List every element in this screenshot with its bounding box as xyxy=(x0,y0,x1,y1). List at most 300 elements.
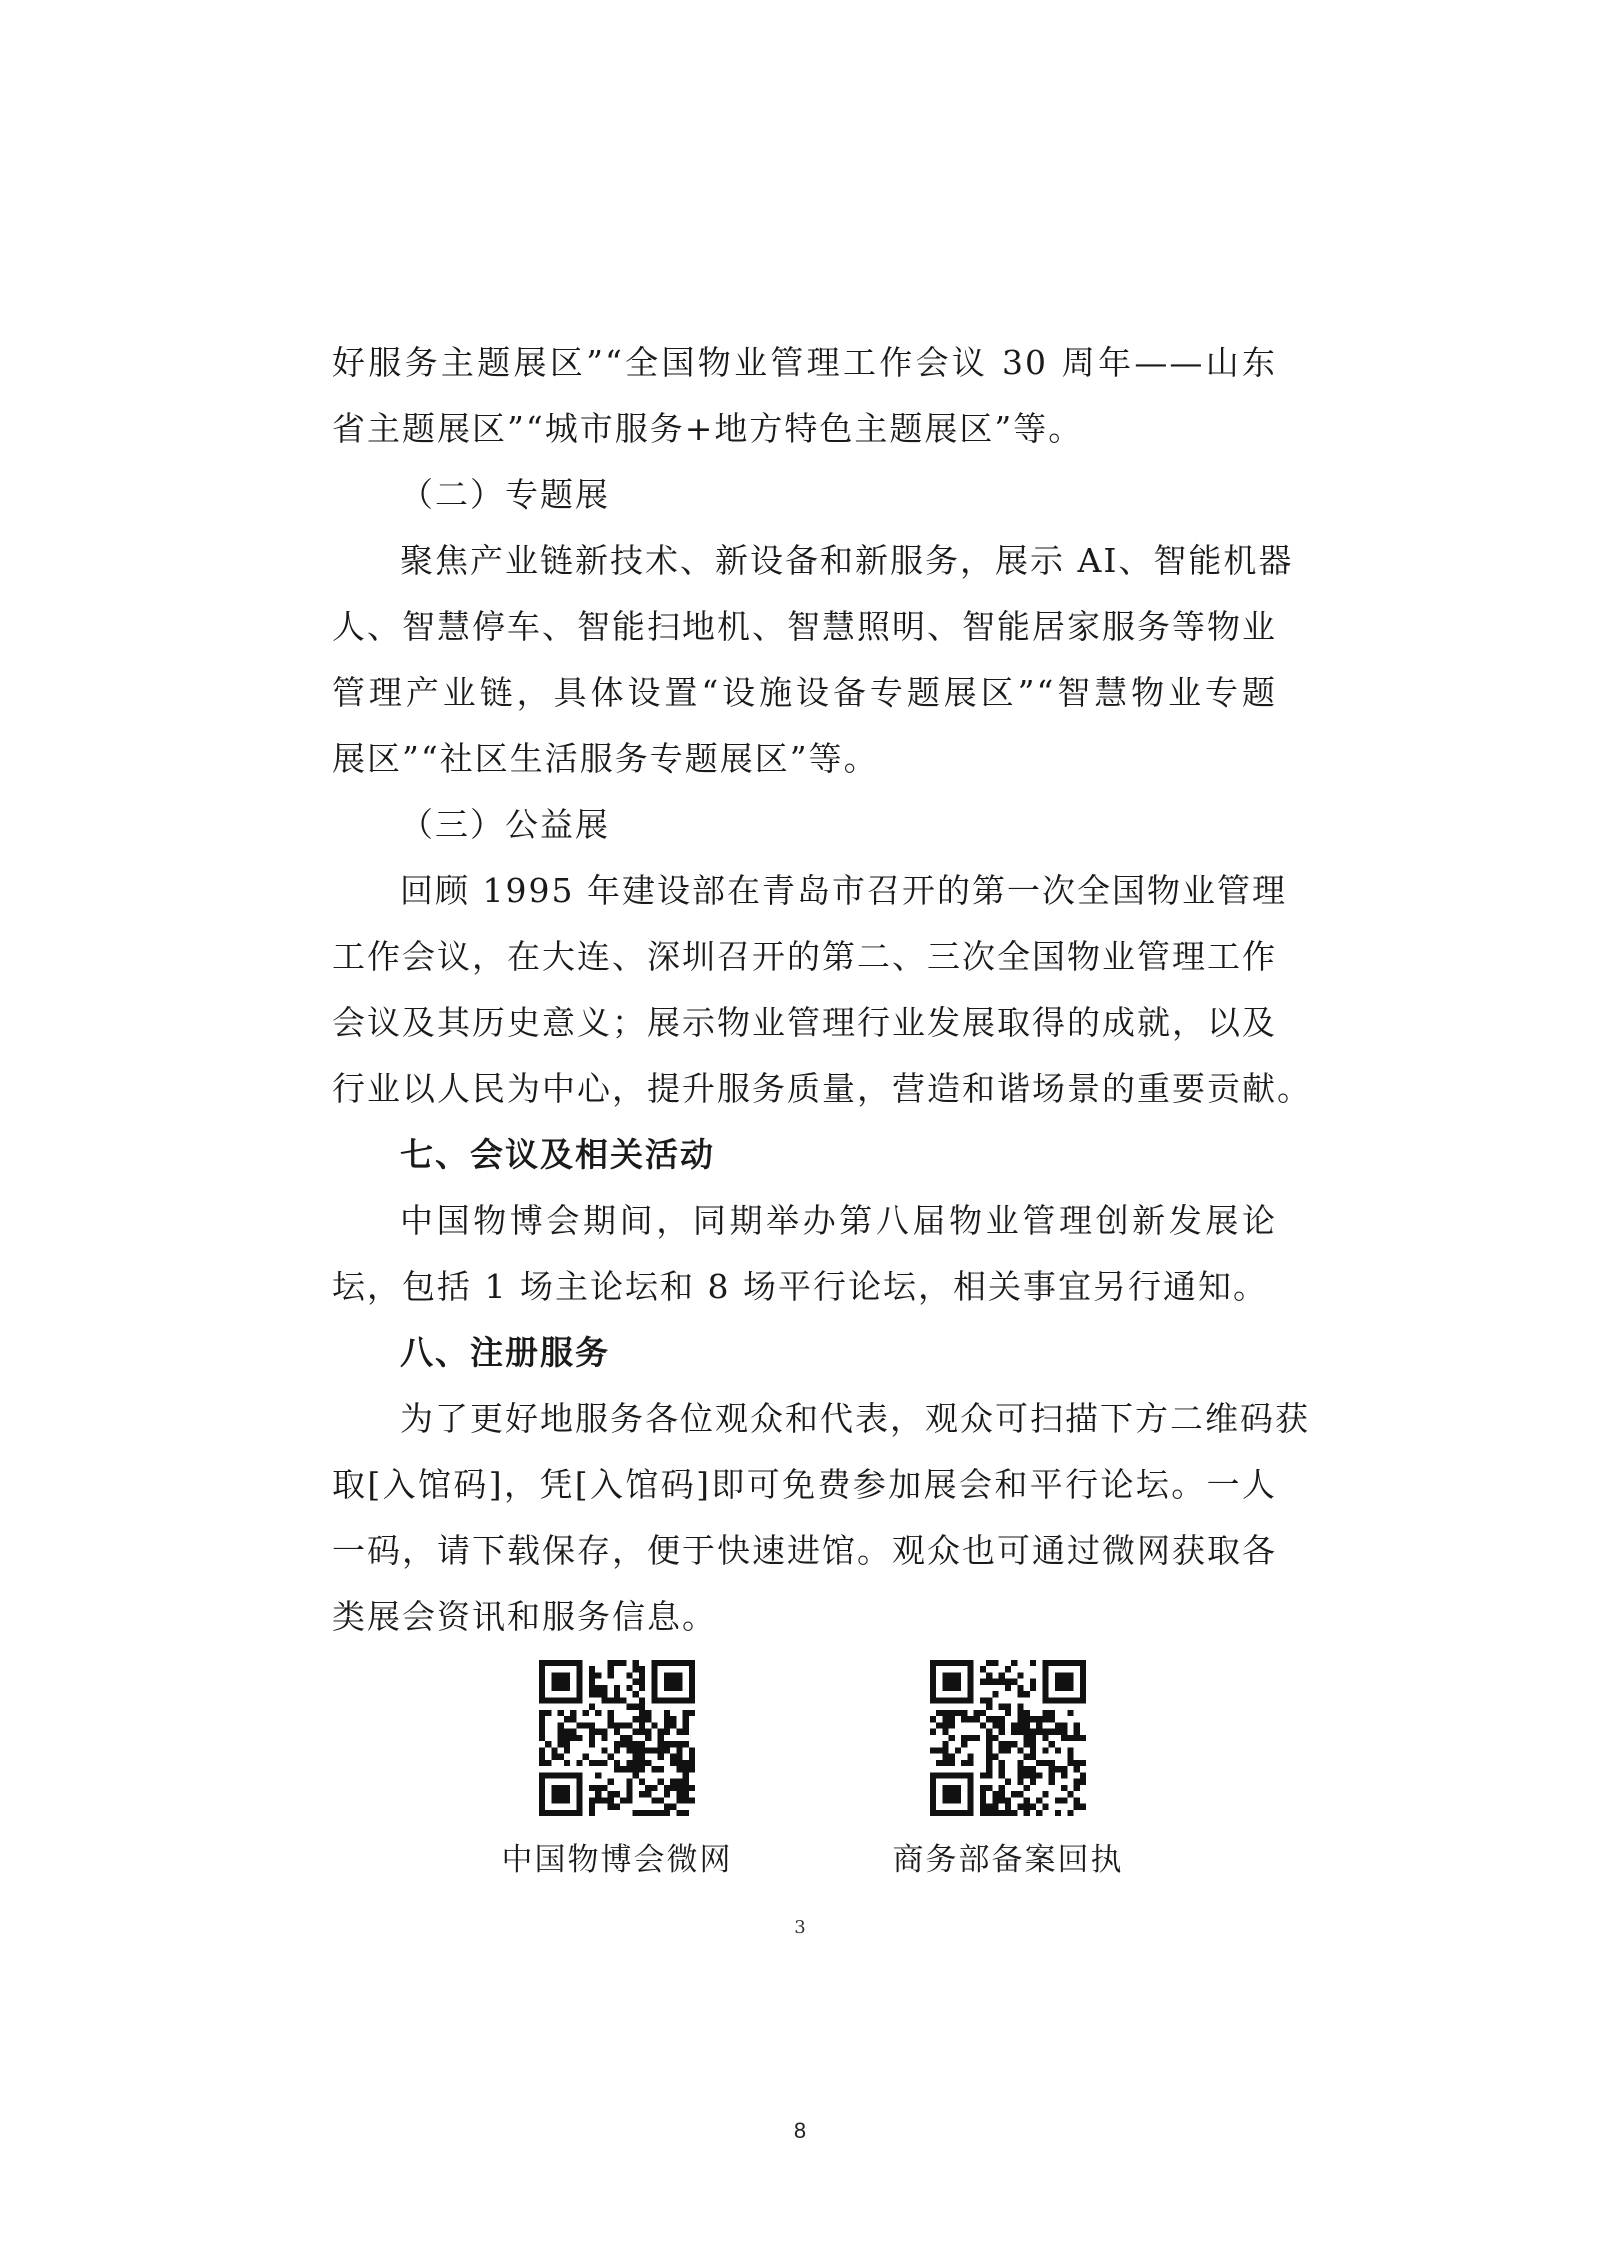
qr-module xyxy=(651,1691,657,1697)
qr-module xyxy=(949,1810,955,1816)
qr-code-row xyxy=(0,1660,1600,1890)
qr-module xyxy=(1067,1735,1073,1741)
qr-module xyxy=(1067,1660,1073,1666)
qr-module xyxy=(651,1722,657,1728)
qr-module xyxy=(589,1685,595,1691)
qr-module xyxy=(967,1791,973,1797)
qr-module xyxy=(558,1741,564,1747)
qr-module xyxy=(1067,1710,1073,1716)
qr-module xyxy=(608,1660,614,1666)
text-line: 好服务主题展区”“全国物业管理工作会议 30 周年——山东 xyxy=(332,343,1277,382)
qr-module xyxy=(1067,1760,1073,1766)
qr-module xyxy=(1030,1766,1036,1772)
qr-module xyxy=(539,1760,545,1766)
qr-module xyxy=(670,1685,676,1691)
qr-module xyxy=(1042,1710,1048,1716)
qr-module xyxy=(936,1810,942,1816)
qr-module xyxy=(1061,1735,1067,1741)
qr-module xyxy=(942,1810,948,1816)
qr-module xyxy=(576,1791,582,1797)
qr-module xyxy=(539,1729,545,1735)
qr-module xyxy=(614,1685,620,1691)
qr-module xyxy=(999,1797,1005,1803)
qr-module xyxy=(930,1729,936,1735)
qr-module xyxy=(1067,1791,1073,1797)
qr-module xyxy=(664,1660,670,1666)
qr-module xyxy=(961,1735,967,1741)
document-body xyxy=(332,330,1312,1650)
qr-module xyxy=(658,1741,664,1747)
qr-module xyxy=(949,1760,955,1766)
qr-module xyxy=(986,1785,992,1791)
qr-module xyxy=(942,1797,948,1803)
qr-module xyxy=(676,1785,682,1791)
qr-module xyxy=(683,1810,689,1816)
qr-module xyxy=(1042,1660,1048,1666)
qr-module xyxy=(1017,1772,1023,1778)
qr-module xyxy=(1030,1735,1036,1741)
text-line: 取[入馆码]，凭[入馆码]即可免费参加展会和平行论坛。一人 xyxy=(332,1465,1277,1504)
text-line: 工作会议，在大连、深圳召开的第二、三次全国物业管理工作 xyxy=(332,937,1277,976)
qr-module xyxy=(683,1797,689,1803)
qr-module xyxy=(608,1804,614,1810)
qr-module xyxy=(961,1772,967,1778)
qr-module xyxy=(949,1660,955,1666)
qr-module xyxy=(639,1766,645,1772)
qr-module xyxy=(949,1679,955,1685)
qr-module xyxy=(955,1747,961,1753)
qr-module xyxy=(949,1716,955,1722)
qr-module xyxy=(539,1666,545,1672)
qr-module xyxy=(1067,1754,1073,1760)
qr-module xyxy=(1080,1735,1086,1741)
qr-module xyxy=(608,1697,614,1703)
qr-module xyxy=(651,1766,657,1772)
qr-module xyxy=(639,1791,645,1797)
qr-module xyxy=(949,1797,955,1803)
qr-module xyxy=(614,1697,620,1703)
qr-module xyxy=(1017,1710,1023,1716)
qr-module xyxy=(930,1791,936,1797)
qr-module xyxy=(1030,1716,1036,1722)
qr-module xyxy=(576,1810,582,1816)
qr-module xyxy=(1030,1779,1036,1785)
qr-module xyxy=(967,1685,973,1691)
qr-module xyxy=(626,1735,632,1741)
qr-module xyxy=(645,1716,651,1722)
qr-module xyxy=(576,1666,582,1672)
qr-module xyxy=(614,1722,620,1728)
qr-module xyxy=(1049,1660,1055,1666)
qr-module xyxy=(595,1772,601,1778)
qr-module xyxy=(936,1710,942,1716)
qr-module xyxy=(570,1660,576,1666)
qr-module xyxy=(658,1754,664,1760)
qr-module xyxy=(676,1779,682,1785)
qr-module xyxy=(576,1722,582,1728)
qr-code-microsite[interactable] xyxy=(539,1660,695,1816)
qr-module xyxy=(1036,1722,1042,1728)
qr-module xyxy=(570,1716,576,1722)
qr-module xyxy=(992,1810,998,1816)
qr-module xyxy=(589,1729,595,1735)
qr-module xyxy=(980,1697,986,1703)
qr-module xyxy=(949,1791,955,1797)
qr-module xyxy=(1017,1729,1023,1735)
qr-module xyxy=(930,1785,936,1791)
qr-module xyxy=(589,1691,595,1697)
qr-module xyxy=(651,1747,657,1753)
qr-module xyxy=(664,1804,670,1810)
qr-module xyxy=(1017,1704,1023,1710)
qr-module xyxy=(1042,1679,1048,1685)
qr-module xyxy=(664,1685,670,1691)
qr-module xyxy=(558,1697,564,1703)
qr-module xyxy=(651,1697,657,1703)
qr-module xyxy=(955,1785,961,1791)
qr-module xyxy=(1061,1672,1067,1678)
qr-module xyxy=(633,1679,639,1685)
qr-module xyxy=(1017,1791,1023,1797)
qr-module xyxy=(961,1741,967,1747)
qr-module xyxy=(1030,1747,1036,1753)
qr-module xyxy=(1055,1766,1061,1772)
qr-module xyxy=(539,1791,545,1797)
qr-module xyxy=(645,1760,651,1766)
qr-module xyxy=(651,1810,657,1816)
qr-module xyxy=(683,1785,689,1791)
qr-module xyxy=(1024,1810,1030,1816)
qr-module xyxy=(551,1697,557,1703)
qr-module xyxy=(608,1791,614,1797)
qr-module xyxy=(1074,1779,1080,1785)
qr-module xyxy=(986,1754,992,1760)
qr-module xyxy=(1024,1722,1030,1728)
qr-module xyxy=(930,1716,936,1722)
qr-block-registration-receipt xyxy=(888,1660,1128,1879)
qr-module xyxy=(564,1679,570,1685)
qr-module xyxy=(639,1666,645,1672)
qr-module xyxy=(1017,1779,1023,1785)
qr-module xyxy=(930,1666,936,1672)
qr-module xyxy=(967,1679,973,1685)
qr-module xyxy=(539,1804,545,1810)
qr-module xyxy=(999,1716,1005,1722)
qr-module xyxy=(595,1729,601,1735)
qr-module xyxy=(930,1797,936,1803)
qr-module xyxy=(558,1660,564,1666)
text-line: 会议及其历史意义；展示物业管理行业发展取得的成就，以及 xyxy=(332,1003,1277,1042)
qr-module xyxy=(576,1804,582,1810)
qr-module xyxy=(589,1810,595,1816)
qr-module xyxy=(1080,1779,1086,1785)
qr-module xyxy=(1017,1672,1023,1678)
qr-module xyxy=(576,1660,582,1666)
qr-module xyxy=(633,1716,639,1722)
qr-module xyxy=(992,1722,998,1728)
qr-module xyxy=(930,1810,936,1816)
qr-module xyxy=(961,1697,967,1703)
qr-module xyxy=(676,1741,682,1747)
qr-module xyxy=(1074,1766,1080,1772)
qr-module xyxy=(1074,1760,1080,1766)
qr-module xyxy=(614,1760,620,1766)
text-line: 中国物博会期间，同期举办第八届物业管理创新发展论 xyxy=(400,1201,1277,1240)
qr-module xyxy=(620,1660,626,1666)
text-line: 展区”“社区生活服务专题展区”等。 xyxy=(332,739,879,778)
qr-module xyxy=(651,1679,657,1685)
qr-module xyxy=(614,1766,620,1772)
qr-module xyxy=(1055,1722,1061,1728)
qr-module xyxy=(930,1779,936,1785)
qr-module xyxy=(1080,1672,1086,1678)
qr-module xyxy=(1024,1766,1030,1772)
qr-module xyxy=(564,1685,570,1691)
qr-module xyxy=(689,1766,695,1772)
qr-module xyxy=(955,1685,961,1691)
qr-module xyxy=(936,1760,942,1766)
qr-module xyxy=(1080,1679,1086,1685)
qr-module xyxy=(986,1810,992,1816)
qr-module xyxy=(967,1666,973,1672)
qr-module xyxy=(614,1691,620,1697)
qr-module xyxy=(1036,1729,1042,1735)
paragraph-registration xyxy=(332,1386,1310,1650)
qr-module xyxy=(1017,1747,1023,1753)
qr-module xyxy=(949,1785,955,1791)
qr-module xyxy=(942,1760,948,1766)
qr-module xyxy=(1067,1679,1073,1685)
qr-module xyxy=(992,1716,998,1722)
qr-module xyxy=(942,1741,948,1747)
qr-module xyxy=(1067,1810,1073,1816)
qr-module xyxy=(999,1791,1005,1797)
qr-module xyxy=(986,1716,992,1722)
qr-module xyxy=(986,1747,992,1753)
qr-module xyxy=(942,1710,948,1716)
qr-module xyxy=(992,1691,998,1697)
qr-module xyxy=(942,1722,948,1728)
qr-module xyxy=(986,1679,992,1685)
qr-module xyxy=(967,1785,973,1791)
qr-module xyxy=(683,1791,689,1797)
qr-module xyxy=(1011,1660,1017,1666)
qr-module xyxy=(576,1685,582,1691)
qr-module xyxy=(1024,1691,1030,1697)
qr-module xyxy=(539,1754,545,1760)
qr-module xyxy=(936,1772,942,1778)
qr-module xyxy=(980,1810,986,1816)
qr-module xyxy=(1049,1729,1055,1735)
qr-module xyxy=(551,1672,557,1678)
qr-module xyxy=(1042,1716,1048,1722)
qr-module xyxy=(589,1672,595,1678)
qr-module xyxy=(974,1735,980,1741)
qr-code-registration-receipt[interactable] xyxy=(930,1660,1086,1816)
qr-module xyxy=(930,1679,936,1685)
qr-module xyxy=(1080,1666,1086,1672)
qr-module xyxy=(633,1772,639,1778)
qr-module xyxy=(539,1716,545,1722)
qr-module xyxy=(676,1679,682,1685)
qr-module xyxy=(589,1797,595,1803)
qr-module xyxy=(1055,1697,1061,1703)
qr-module xyxy=(999,1722,1005,1728)
qr-module xyxy=(967,1697,973,1703)
qr-module xyxy=(664,1729,670,1735)
qr-module xyxy=(942,1747,948,1753)
qr-module xyxy=(949,1735,955,1741)
qr-module xyxy=(589,1804,595,1810)
text-line: 人、智慧停车、智能扫地机、智慧照明、智能居家服务等物业 xyxy=(332,607,1277,646)
qr-module xyxy=(986,1804,992,1810)
text-line: 回顾 1995 年建设部在青岛市召开的第一次全国物业管理 xyxy=(400,871,1287,910)
qr-module xyxy=(999,1704,1005,1710)
qr-module xyxy=(1011,1791,1017,1797)
qr-module xyxy=(1017,1722,1023,1728)
qr-module xyxy=(1074,1697,1080,1703)
qr-module xyxy=(676,1697,682,1703)
qr-module xyxy=(1061,1797,1067,1803)
qr-module xyxy=(658,1735,664,1741)
qr-module xyxy=(980,1722,986,1728)
qr-module xyxy=(614,1660,620,1666)
qr-module xyxy=(676,1729,682,1735)
qr-module xyxy=(1011,1741,1017,1747)
qr-module xyxy=(589,1704,595,1710)
qr-module xyxy=(1049,1697,1055,1703)
qr-module xyxy=(1074,1804,1080,1810)
qr-module xyxy=(967,1797,973,1803)
qr-module xyxy=(974,1710,980,1716)
qr-module xyxy=(564,1760,570,1766)
qr-module xyxy=(564,1660,570,1666)
qr-module xyxy=(967,1804,973,1810)
qr-module xyxy=(942,1679,948,1685)
qr-module xyxy=(1055,1810,1061,1816)
qr-module xyxy=(689,1797,695,1803)
qr-module xyxy=(1074,1785,1080,1791)
qr-module xyxy=(986,1660,992,1666)
qr-module xyxy=(689,1666,695,1672)
qr-module xyxy=(1055,1679,1061,1685)
qr-module xyxy=(689,1672,695,1678)
qr-module xyxy=(1024,1716,1030,1722)
qr-module xyxy=(595,1691,601,1697)
qr-module xyxy=(967,1660,973,1666)
qr-module xyxy=(564,1785,570,1791)
qr-module xyxy=(1036,1797,1042,1803)
qr-module xyxy=(551,1679,557,1685)
qr-module xyxy=(955,1710,961,1716)
qr-module xyxy=(551,1785,557,1791)
qr-module xyxy=(539,1797,545,1803)
qr-module xyxy=(967,1691,973,1697)
qr-module xyxy=(999,1785,1005,1791)
qr-module xyxy=(1055,1685,1061,1691)
qr-module xyxy=(1061,1722,1067,1728)
qr-module xyxy=(670,1660,676,1666)
qr-module xyxy=(936,1697,942,1703)
qr-module xyxy=(576,1797,582,1803)
qr-module xyxy=(620,1766,626,1772)
qr-module xyxy=(1005,1779,1011,1785)
qr-module xyxy=(1061,1660,1067,1666)
qr-module xyxy=(1080,1697,1086,1703)
qr-module xyxy=(608,1754,614,1760)
qr-module xyxy=(942,1672,948,1678)
qr-module xyxy=(583,1722,589,1728)
qr-module xyxy=(1061,1729,1067,1735)
qr-module xyxy=(1030,1772,1036,1778)
qr-module xyxy=(595,1685,601,1691)
qr-module xyxy=(683,1729,689,1735)
qr-module xyxy=(1042,1697,1048,1703)
text-line: 聚焦产业链新技术、新设备和新服务，展示 AI、智能机器 xyxy=(400,541,1294,580)
qr-module xyxy=(992,1735,998,1741)
qr-module xyxy=(942,1716,948,1722)
qr-module xyxy=(564,1772,570,1778)
qr-module xyxy=(651,1672,657,1678)
qr-module xyxy=(1024,1754,1030,1760)
qr-module xyxy=(589,1679,595,1685)
qr-module xyxy=(539,1772,545,1778)
qr-module xyxy=(639,1704,645,1710)
qr-module xyxy=(570,1735,576,1741)
qr-module xyxy=(1061,1685,1067,1691)
qr-module xyxy=(664,1747,670,1753)
qr-module xyxy=(955,1772,961,1778)
qr-module xyxy=(689,1679,695,1685)
qr-module xyxy=(595,1797,601,1803)
qr-module xyxy=(670,1741,676,1747)
qr-module xyxy=(576,1697,582,1703)
qr-module xyxy=(626,1672,632,1678)
qr-module xyxy=(986,1672,992,1678)
qr-module xyxy=(564,1791,570,1797)
qr-module xyxy=(1049,1741,1055,1747)
qr-module xyxy=(986,1704,992,1710)
qr-module xyxy=(614,1729,620,1735)
qr-module xyxy=(1017,1760,1023,1766)
qr-module xyxy=(683,1741,689,1747)
qr-module xyxy=(942,1685,948,1691)
qr-module xyxy=(626,1685,632,1691)
qr-module xyxy=(683,1722,689,1728)
qr-module xyxy=(558,1722,564,1728)
text-line: 管理产业链，具体设置“设施设备专题展区”“智慧物业专题 xyxy=(332,673,1277,712)
qr-module xyxy=(633,1729,639,1735)
qr-module xyxy=(626,1747,632,1753)
qr-module xyxy=(576,1735,582,1741)
qr-module xyxy=(986,1772,992,1778)
qr-module xyxy=(1061,1679,1067,1685)
qr-module xyxy=(1030,1741,1036,1747)
qr-module xyxy=(551,1810,557,1816)
qr-block-microsite xyxy=(497,1660,737,1879)
qr-module xyxy=(658,1766,664,1772)
qr-module xyxy=(633,1691,639,1697)
qr-module xyxy=(576,1672,582,1678)
qr-module xyxy=(683,1772,689,1778)
qr-module xyxy=(601,1747,607,1753)
qr-module xyxy=(949,1672,955,1678)
qr-module xyxy=(961,1660,967,1666)
qr-module xyxy=(620,1697,626,1703)
qr-module xyxy=(1080,1685,1086,1691)
qr-module xyxy=(645,1710,651,1716)
qr-module xyxy=(639,1679,645,1685)
